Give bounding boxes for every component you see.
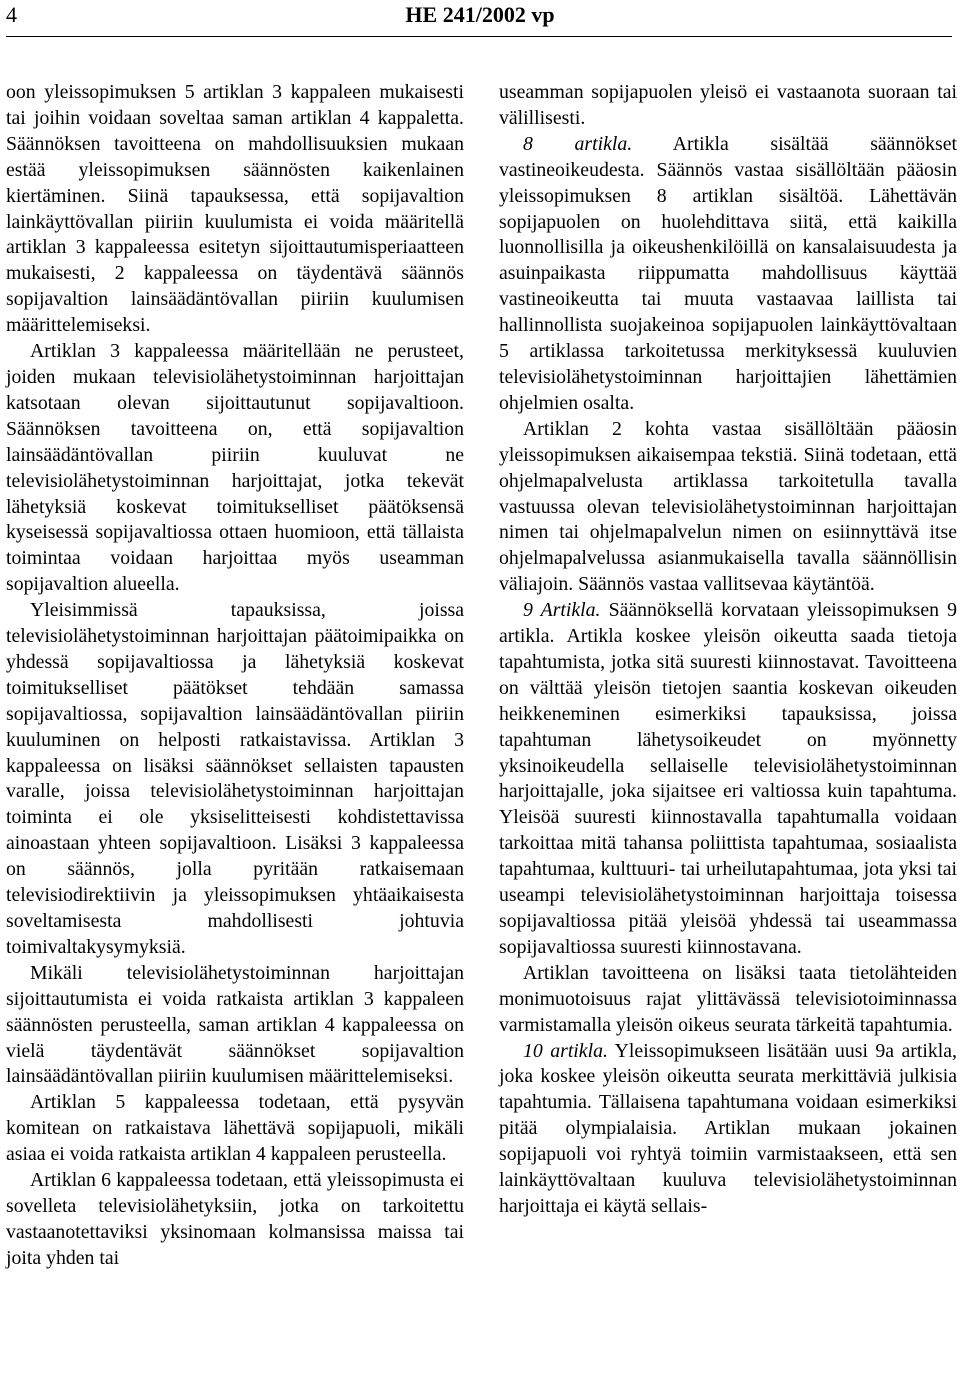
paragraph-text: Yleissopimukseen lisätään uusi 9a artikla, joka koskee yleisön oikeutta seurata merkittäviä julkisia tapahtumia. Tällaisena tapahtumana voidaan esimerkiksi pitää olympialaisia. Artiklan mukaan jokainen sopijapuoli voi ryhtyä toimiin varmistaakseen, että sen lainkäyttövaltaan kuuluva televisiolähetystoiminnan harjoittaja ei käytä sellais- bbox=[499, 1039, 957, 1217]
paragraph: Artiklan 3 kappaleessa määritellään ne perusteet, joiden mukaan televisiolähetystoiminnan harjoittajan katsotaan olevan sijoittautunut sopijavaltioon. Säännöksen tavoitteena on, että sopijavaltion lainsäädäntövallan piiriin kuuluvat ne televisiolähetystoiminnan harjoittajat, jotka tekevät lähetyksiä koskevat toimitukselliset päätöksensä kyseisessä sopijavaltiossa ottaen huomioon, että tällaista toimintaa voidaan harjoittaa myös useamman sopijavaltion alueella. bbox=[6, 340, 464, 596]
paragraph bbox=[499, 132, 957, 417]
document-id: HE 241/2002 vp bbox=[405, 2, 555, 27]
header-rule bbox=[6, 36, 952, 37]
paragraph: Artiklan 5 kappaleessa todetaan, että pysyvän komitean on ratkaistava lähettävä sopijapuoli, mikäli asiaa ei voida ratkaista artiklan 4 kappaleen perusteella. bbox=[6, 1091, 464, 1166]
paragraph: Artiklan tavoitteena on lisäksi taata tietolähteiden monimuotoisuus rajat ylittävässä televisiotoiminnassa varmistamalla yleisön oikeus seurata tärkeitä tapahtumia. bbox=[499, 961, 957, 1036]
right-column bbox=[499, 80, 957, 1220]
page-number: 4 bbox=[6, 2, 17, 27]
paragraph: Mikäli televisiolähetystoiminnan harjoittajan sijoittautumista ei voida ratkaista artiklan 3 kappaleen säännösten perusteella, saman artiklan 4 kappaleessa on vielä täydentävät säännökset sopijavaltion lainsäädäntövallan piiriin kuulumisen määrittelemiseksi. bbox=[6, 961, 464, 1088]
paragraph: Artiklan 2 kohta vastaa sisällöltään pääosin yleissopimuksen aikaisempaa tekstiä. Siinä todetaan, että ohjelmapalvelusta artiklassa tarkoitetulla tavalla vastuussa olevan televisiolähetystoiminnan harjoittajan nimen tai ohjelmapalvelun nimen on esiinnyttävä itse ohjelmapalvelussa asianmukaisella tavalla säännöllisin väliajoin. Säännös vastaa vallitsevaa käytäntöä. bbox=[499, 417, 957, 596]
paragraph: useamman sopijapuolen yleisö ei vastaanota suoraan tai välillisesti. bbox=[499, 81, 957, 129]
page-header bbox=[0, 0, 960, 34]
left-column bbox=[6, 80, 464, 1272]
paragraph bbox=[499, 598, 957, 961]
paragraph: Yleisimmissä tapauksissa, joissa televisiolähetystoiminnan harjoittajan päätoimipaikka on yhdessä sopijavaltiossa ja lähetyksiä koskevat toimitukselliset päätökset tehdään samassa sopijavaltiossa, sopijavaltion lainsäädäntövallan piiriin kuuluminen on helposti ratkaistavissa. Artiklan 3 kappaleessa on lisäksi säännökset sellaisten tapausten varalle, joissa televisiolähetystoiminnan harjoittajan toiminta ei ole yksiselitteisesti kohdistettavissa ainoastaan yhteen sopijavaltioon. Lisäksi 3 kappaleessa on säännös, jolla pyritään ratkaisemaan televisiodirektiivin ja yleissopimuksen yhtäaikaisesta soveltamisesta mahdollisesti johtuvia toimivaltakysymyksiä. bbox=[6, 599, 464, 958]
paragraph: oon yleissopimuksen 5 artiklan 3 kappaleen mukaisesti tai joihin voidaan soveltaa saman artiklan 4 kappaletta. Säännöksen tavoitteena on mahdollisuuksien mukaan estää yleissopimuksen säännösten kaikenlainen kiertäminen. Siinä tapauksessa, että sopijavaltion lainkäyttövallan piiriin kuulumista ei voida määritellä artiklan 3 kappaleessa esitetyn sijoittautumisperiaatteen mukaisesti, 2 kappaleessa on täydentävä säännös sopijavaltion lainsäädäntövallan piiriin kuulumisen määrittelemiseksi. bbox=[6, 81, 464, 337]
paragraph-text: Säännöksellä korvataan yleissopimuksen 9 artikla. Artikla koskee yleisön oikeutta saada tietoja tapahtumista, jotka sitä suuresti kiinnostavat. Tavoitteena on välttää yleisön tietojen saantia koskevan oikeuden heikkeneminen esimerkiksi tapauksissa, joissa tapahtuman lähetysoikeudet on myönnetty yksinoikeudella sellaiselle televisiolähetystoiminnan harjoittajalle, joka sijaitsee eri valtiossa kuin tapahtuma. Yleisöä suuresti kiinnostavalla tapahtumalla voidaan tarkoittaa mitä tahansa poliittista tapahtumaa, sosiaalista tapahtumaa, kulttuuri- tai urheilutapahtumaa, jota yksi tai useampi televisiolähetystoiminnan harjoittaja toisessa sopijavaltiossa pitää yleisöä yhdessä tai useammassa sopijavaltiossa suuresti kiinnostavana. bbox=[499, 599, 957, 958]
paragraph bbox=[499, 1039, 957, 1220]
paragraph: Artiklan 6 kappaleessa todetaan, että yleissopimusta ei sovelleta televisiolähetyksiin, jotka on tarkoitettu vastaanotettaviksi yksinomaan kolmansissa maissa tai joita yhden tai bbox=[6, 1169, 464, 1269]
paragraph-text: Artikla sisältää säännökset vastineoikeudesta. Säännös vastaa sisällöltään pääosin yleissopimuksen 8 artiklan sisältöä. Lähettävän sopijapuolen on huolehdittava siitä, että kaikilla luonnollisilla ja oikeushenkilöillä on kansalaisuudesta ja asuinpaikasta riippumatta mahdollisuus käyttää vastineoikeutta tai muuta vastaavaa laillista tai hallinnollista suojakeinoa sopijapuolen lainkäyttövaltaan 5 artiklassa tarkoitetussa merkityksessä kuuluvien televisiolähetystoiminnan harjoittajien lähettämien ohjelmien osalta. bbox=[499, 132, 957, 414]
article-heading: 8 artikla. bbox=[523, 132, 633, 155]
article-heading: 9 Artikla. bbox=[523, 599, 601, 622]
article-heading: 10 artikla. bbox=[523, 1039, 608, 1062]
